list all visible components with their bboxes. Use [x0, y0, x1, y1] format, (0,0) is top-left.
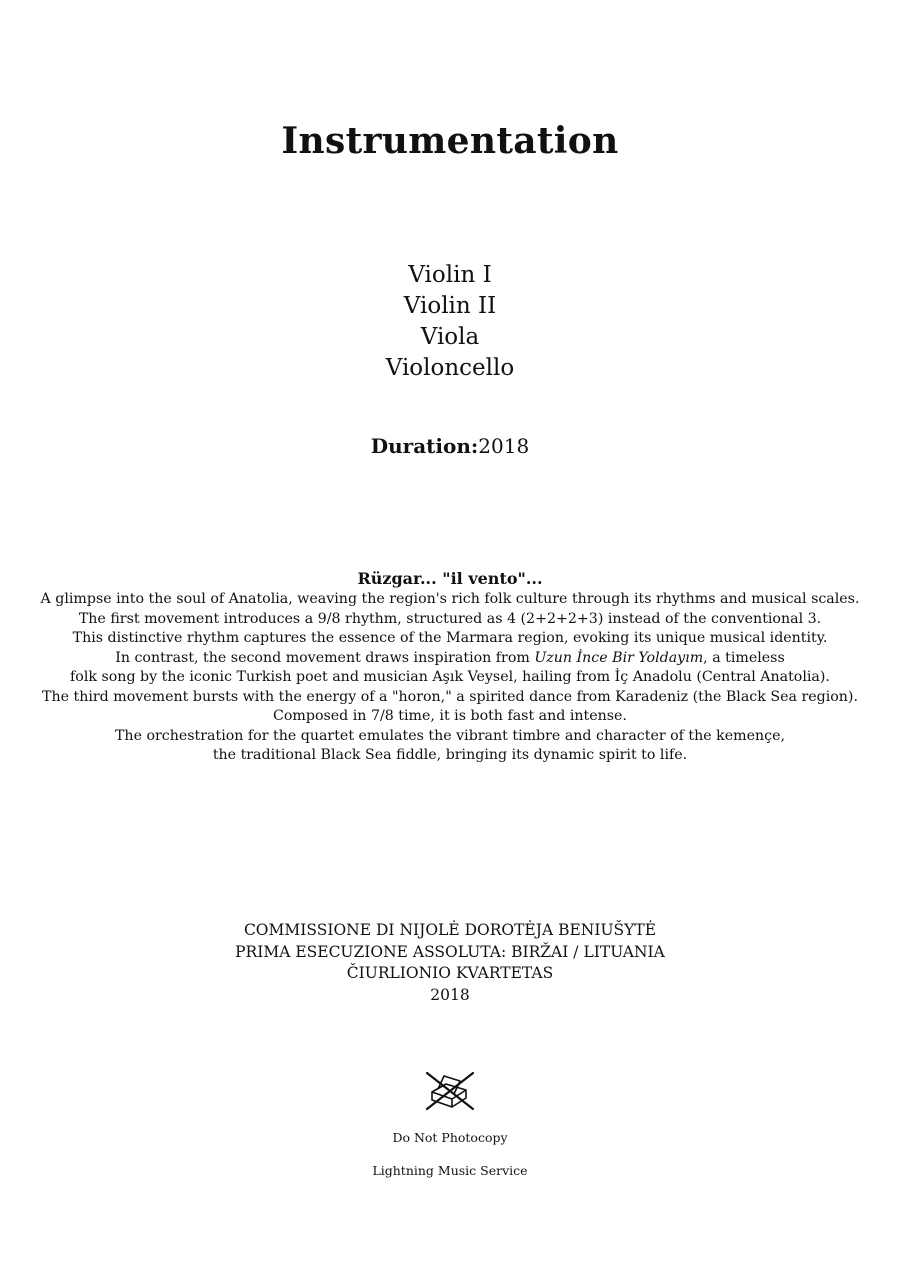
program-notes-line: folk song by the iconic Turkish poet and musician Aşık Veysel, hailing from İç Anadolu (Central Anatolia). — [70, 669, 830, 685]
duration-label: Duration: — [370, 434, 479, 458]
program-notes-line: The third movement bursts with the energy of a "horon," a spirited dance from Karadeniz (the Black Sea region). — [42, 688, 858, 705]
program-notes-line: The first movement introduces a 9/8 rhythm, structured as 4 (2+2+2+3) instead of the conventional 3. — [78, 610, 822, 627]
ensemble-line: ČIURLIONIO KVARTETAS — [346, 964, 554, 983]
program-notes-line: The orchestration for the quartet emulates the vibrant timbre and character of the kemençe, — [114, 727, 786, 744]
instrument-item: Violin I — [408, 262, 492, 288]
duration-value: 2018 — [478, 434, 530, 458]
instrument-list — [0, 260, 900, 384]
duration — [0, 434, 900, 458]
program-notes-text: , a timeless — [703, 649, 785, 666]
premiere-line: PRIMA ESECUZIONE ASSOLUTA: BIRŽAI / LITUANIA — [235, 942, 665, 961]
commission-info — [0, 920, 900, 1007]
page-title: Instrumentation — [281, 120, 619, 162]
program-notes-text: In contrast, the second movement draws inspiration from — [115, 649, 535, 666]
program-notes-line: This distinctive rhythm captures the essence of the Marmara region, evoking its unique musical identity. — [72, 630, 828, 646]
do-not-photocopy-notice: Do Not Photocopy — [392, 1130, 508, 1145]
program-notes-line: A glimpse into the soul of Anatolia, weaving the region's rich folk culture through its rhythms and musical scales. — [40, 591, 860, 607]
instrument-item: Violin II — [403, 293, 497, 319]
program-notes — [0, 568, 900, 766]
commission-year: 2018 — [430, 986, 470, 1005]
song-title: Uzun İnce Bir Yoldayım — [534, 649, 704, 666]
program-notes-line: Composed in 7/8 time, it is both fast and intense. — [273, 708, 627, 724]
instrument-item: Violoncello — [385, 355, 515, 381]
program-notes-line — [0, 649, 900, 669]
commission-line: COMMISSIONE DI NIJOLĖ DOROTĖJA BENIUŠYTĖ — [243, 921, 657, 939]
instrument-item: Viola — [420, 324, 480, 350]
program-notes-line: the traditional Black Sea fiddle, bringing its dynamic spirit to life. — [212, 747, 688, 763]
publisher-name: Lightning Music Service — [372, 1163, 528, 1178]
no-photocopy-icon — [424, 1070, 476, 1112]
program-notes-heading: Rüzgar... "il vento"... — [357, 569, 543, 588]
